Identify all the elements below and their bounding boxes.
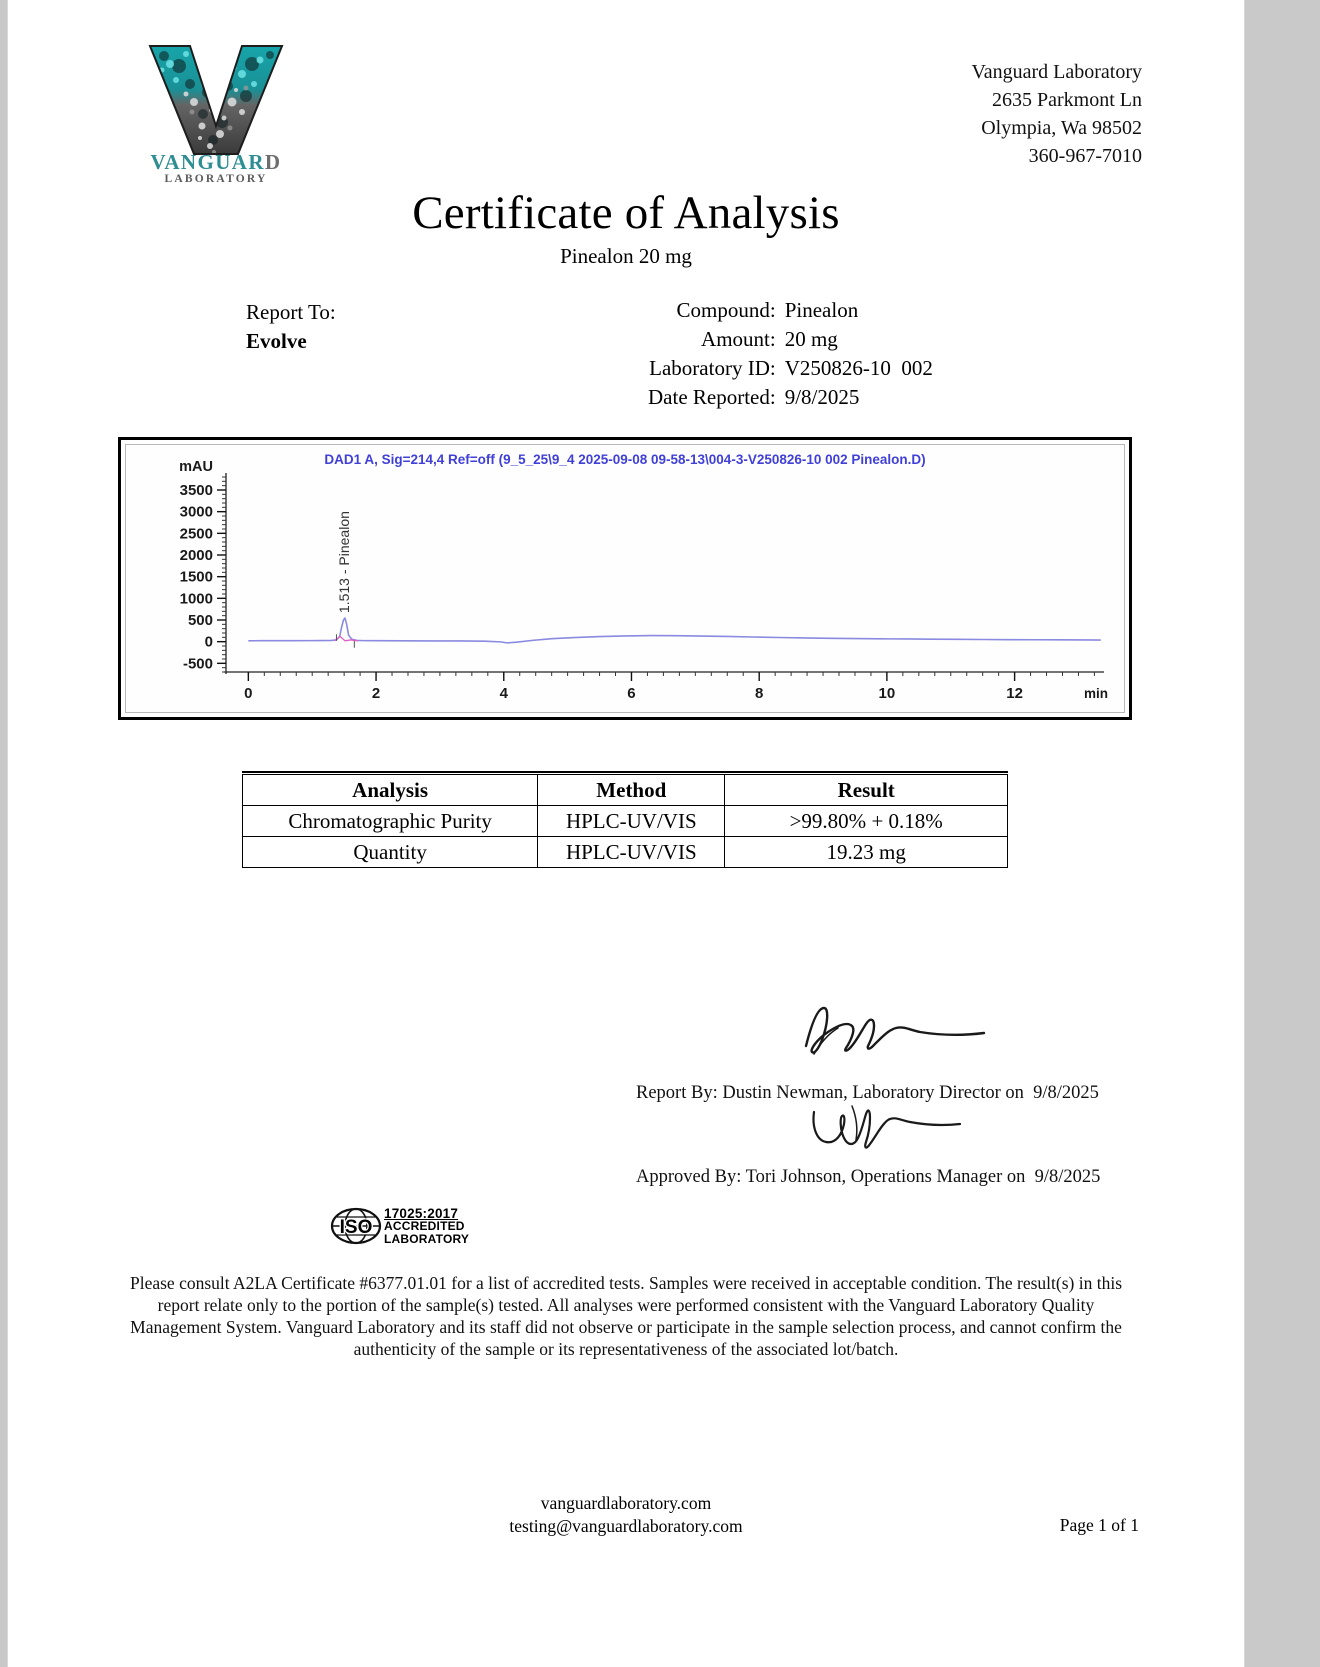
- svg-text:6: 6: [627, 685, 636, 702]
- table-row: [243, 806, 1008, 837]
- results-cell-result-0: [725, 806, 1008, 837]
- disclaimer-text: Please consult A2LA Certificate #6377.01.01 for a list of accredited tests. Samples were received in acceptable condition. The result(s) in this report relate only to the portion of the sample(s) tested. All analyses were performed consistent with the Vanguard Laboratory Quality Management System. Vanguard Laboratory and its staff did not observe or participate in the sample selection process, and cannot confirm the authenticity of the sample or its representativeness of the associated lot/batch.: [129, 1273, 1123, 1359]
- sample-meta-table: [648, 300, 933, 416]
- report-to-value: Evolve: [246, 329, 307, 353]
- meta-key-amount: Amount:: [701, 327, 776, 351]
- svg-text:1000: 1000: [179, 590, 213, 608]
- svg-text:10: 10: [878, 685, 896, 702]
- logo-subtitle: LABORATORY: [164, 173, 268, 185]
- meta-value-laboratory-id: V250826-10 002: [784, 356, 933, 380]
- svg-text:4: 4: [499, 685, 508, 702]
- svg-text:-500: -500: [182, 655, 213, 673]
- results-table-top-rule: [242, 771, 1008, 773]
- lab-address-block: [972, 58, 1143, 170]
- svg-text:0: 0: [204, 633, 213, 651]
- results-cell-analysis-1: Quantity: [243, 837, 538, 868]
- meta-row-laboratory-id: [648, 358, 933, 387]
- chromatogram-panel: [118, 437, 1132, 720]
- svg-text:1.513 - Pinealon: 1.513 - Pinealon: [335, 511, 352, 614]
- meta-row-compound: [648, 300, 933, 329]
- globe-icon: [330, 1205, 382, 1247]
- logo-wordmark-tail: D: [264, 150, 282, 174]
- certificate-page: [8, 0, 1244, 1667]
- iso-accredited-label: ACCREDITED: [384, 1219, 465, 1233]
- svg-text:2000: 2000: [179, 547, 213, 564]
- svg-text:1500: 1500: [179, 568, 213, 586]
- iso-badge-text: [384, 1207, 469, 1246]
- svg-text:0: 0: [244, 685, 253, 702]
- lab-address-line-2: 2635 Parkmont Ln: [992, 89, 1142, 111]
- plus-minus-symbol: +: [871, 808, 884, 833]
- results-header-row: [243, 775, 1008, 806]
- chromatogram-chart: [126, 445, 1126, 714]
- logo-v-mark: [146, 40, 286, 158]
- report-to-label: Report To:: [246, 300, 336, 324]
- chromatogram-plot-area: [125, 444, 1125, 713]
- svg-text:2500: 2500: [179, 525, 213, 543]
- results-cell-result-1: 19.23 mg: [725, 837, 1008, 868]
- signature-dustin-newman: [798, 1000, 1018, 1060]
- purity-prefix: >99.80%: [789, 808, 872, 833]
- meta-key-compound: Compound:: [676, 298, 776, 322]
- page-number: Page 1 of 1: [1059, 1515, 1139, 1535]
- iso-standard-number: 17025:2017: [384, 1206, 459, 1221]
- lab-address-line-1: Vanguard Laboratory: [971, 61, 1142, 83]
- svg-text:ISO: ISO: [339, 1217, 373, 1238]
- svg-text:500: 500: [187, 612, 213, 629]
- vanguard-logo: [126, 40, 306, 188]
- svg-text:2: 2: [371, 685, 381, 702]
- chromatogram-signal-header: DAD1 A, Sig=214,4 Ref=off (9_5_25\9_4 2025-09-08 09-58-13\004-3-V250826-10 002 Pinealon.D): [324, 452, 926, 467]
- approved-by-line: Approved By: Tori Johnson, Operations Manager on 9/8/2025: [636, 1167, 1101, 1187]
- meta-value-compound: Pinealon: [784, 298, 859, 322]
- svg-text:3500: 3500: [179, 482, 213, 499]
- svg-text:3000: 3000: [179, 503, 213, 521]
- meta-value-amount: 20 mg: [784, 327, 838, 351]
- svg-text:12: 12: [1006, 685, 1023, 702]
- footer-contact: [8, 1492, 1244, 1538]
- meta-key-date-reported: Date Reported:: [648, 385, 776, 409]
- results-cell-method-1: HPLC-UV/VIS: [538, 837, 725, 868]
- iso-laboratory-label: LABORATORY: [384, 1232, 470, 1246]
- meta-row-date-reported: [648, 387, 933, 416]
- results-table: [242, 774, 1008, 868]
- signature-tori-johnson: [808, 1100, 988, 1154]
- svg-text:8: 8: [755, 685, 764, 702]
- table-row: [243, 837, 1008, 868]
- page-right-gutter: [1244, 0, 1320, 1667]
- page-title: Certificate of Analysis: [412, 187, 840, 239]
- logo-wordmark: [126, 152, 306, 173]
- logo-wordmark-main: VANGUAR: [150, 150, 265, 174]
- svg-text:mAU: mAU: [179, 459, 213, 475]
- logo-v-icon: [146, 40, 286, 158]
- lab-phone: 360-967-7010: [1028, 145, 1142, 167]
- meta-key-laboratory-id: Laboratory ID:: [649, 356, 776, 380]
- results-cell-method-0: HPLC-UV/VIS: [538, 806, 725, 837]
- footer-website: vanguardlaboratory.com: [540, 1493, 712, 1513]
- report-by-line: Report By: Dustin Newman, Laboratory Director on 9/8/2025: [636, 1083, 1099, 1103]
- footer-email: testing@vanguardlaboratory.com: [509, 1516, 743, 1536]
- results-header-result: Result: [725, 775, 1008, 806]
- svg-text:min: min: [1083, 686, 1108, 701]
- results-header-method: Method: [538, 775, 725, 806]
- iso-accreditation-badge: [330, 1205, 478, 1251]
- results-header-analysis: Analysis: [243, 775, 538, 806]
- meta-row-amount: [648, 329, 933, 358]
- meta-value-date-reported: 9/8/2025: [784, 385, 860, 409]
- results-cell-analysis-0: Chromatographic Purity: [243, 806, 538, 837]
- purity-suffix: 0.18%: [883, 808, 943, 833]
- lab-address-line-3: Olympia, Wa 98502: [981, 117, 1142, 139]
- page-subtitle: Pinealon 20 mg: [560, 244, 692, 268]
